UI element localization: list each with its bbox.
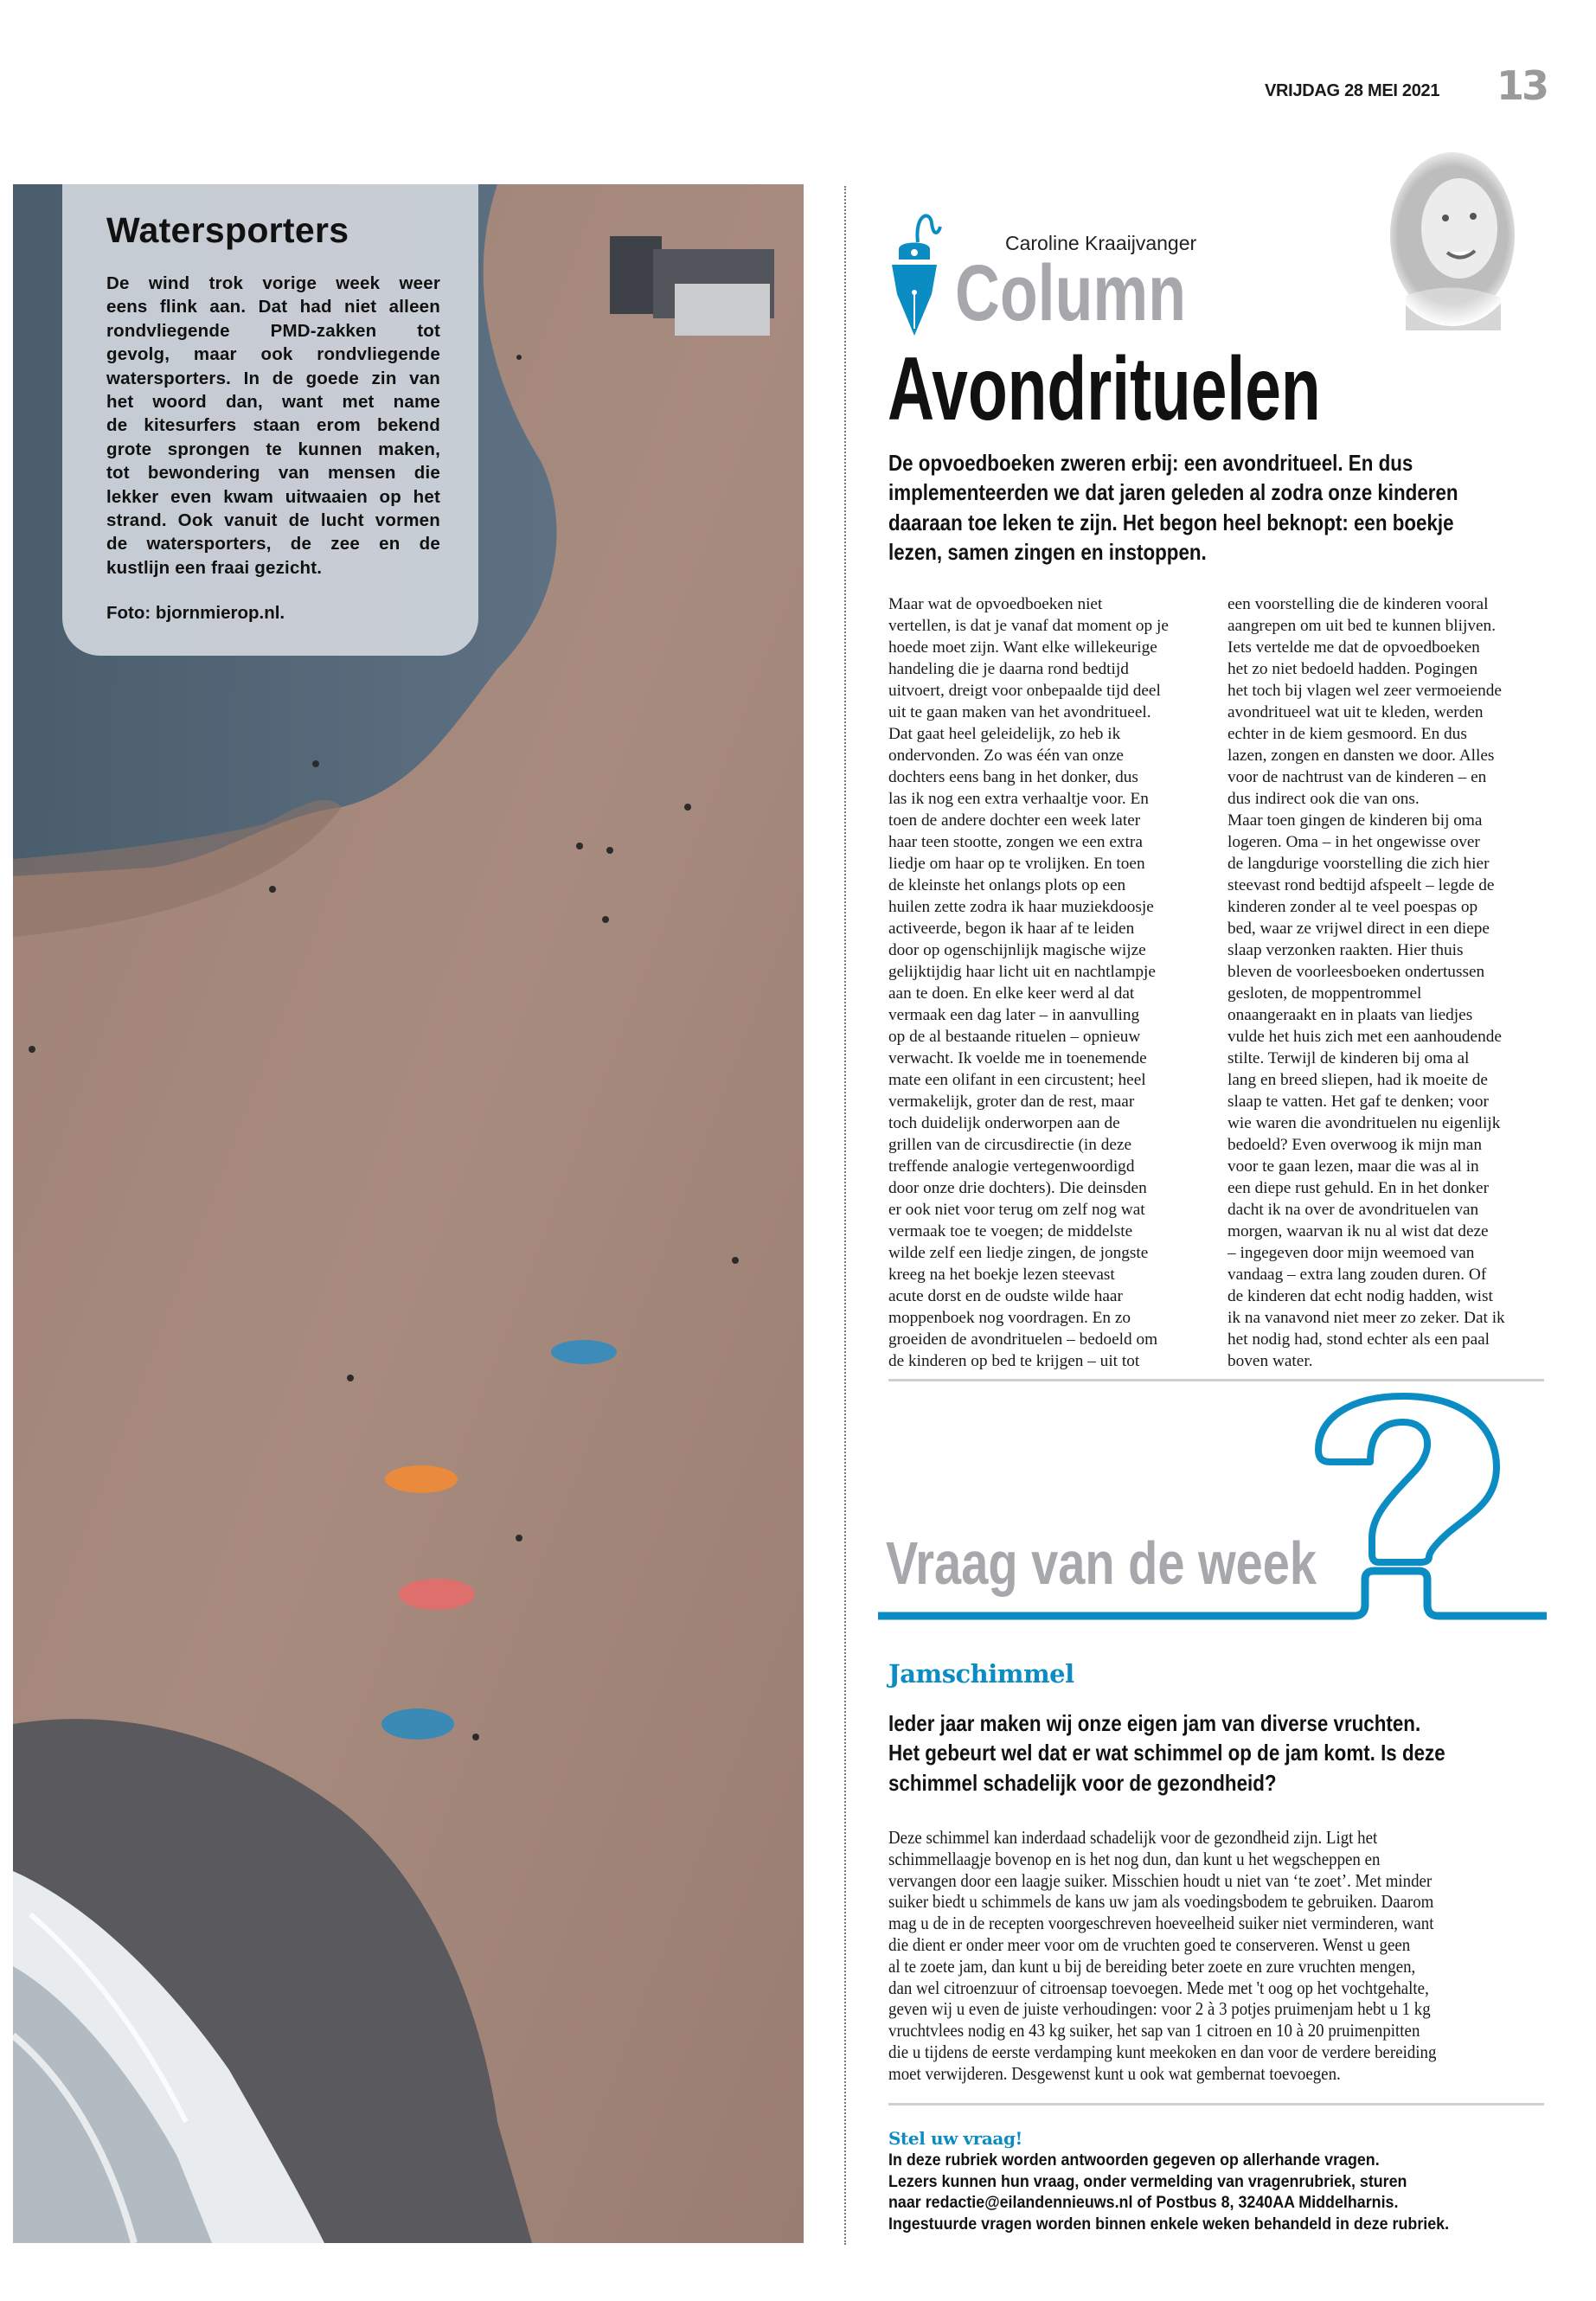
body-line: bedoeld? Even overwoog ik mijn man xyxy=(1227,1136,1482,1154)
lede-line xyxy=(888,448,1551,478)
caption-line: strand. Ook vanuit de lucht vormen xyxy=(106,510,440,530)
caption-line: rondvliegende PMD-zakken tot xyxy=(106,320,440,341)
body-line: vermaak toe te voegen; de middelste xyxy=(888,1222,1133,1240)
question-section-title xyxy=(886,1529,1425,1597)
submit-info-line-text: In deze rubriek worden antwoorden gegeven op allerhande vragen. xyxy=(888,2151,1380,2170)
caption-text xyxy=(106,272,440,580)
body-line: activeerde, begon ik haar af te leiden xyxy=(888,920,1135,938)
body-line: wilde zelf een liedje zingen, de jongste xyxy=(888,1244,1149,1262)
author-portrait xyxy=(1380,149,1525,330)
lede-line-text: De opvoedboeken zweren erbij: een avondritueel. En dus xyxy=(888,450,1413,476)
body-line: kinderen zonder al te veel poespas op xyxy=(1227,898,1478,916)
body-line: vulde het huis zich met een aanhoudende xyxy=(1227,1028,1502,1046)
answer-line xyxy=(888,1998,1497,2020)
submit-info-line-text: Lezers kunnen hun vraag, onder vermelding van vragenrubriek, sturen xyxy=(888,2172,1407,2191)
body-line: vermakelijk, groter dan de rest, maar xyxy=(888,1093,1135,1111)
caption-line: de watersporters, de zee en de xyxy=(106,534,440,554)
body-line: aangrepen om uit bed te kunnen blijven. xyxy=(1227,617,1497,635)
body-line: ik na vanavond niet meer zo zeker. Dat ik xyxy=(1227,1309,1505,1327)
body-line: hoede moet zijn. Want elke willekeurige xyxy=(888,638,1157,657)
answer-line-text: suiker biedt u schimmels de kans uw jam als voedingsbodem te gebruiken. Daarom xyxy=(888,1891,1434,1913)
body-line: onaangeraakt en in plaats van liedjes xyxy=(1227,1006,1473,1024)
body-line: de kleinste het onlangs plots op een xyxy=(888,876,1126,894)
question-line-text: Ieder jaar maken wij onze eigen jam van diverse vruchten. xyxy=(888,1710,1421,1736)
column-label-text: Column xyxy=(955,249,1187,337)
caption-line: De wind trok vorige week weer xyxy=(106,273,440,293)
answer-line xyxy=(888,1913,1497,1934)
photo-caption-box xyxy=(62,184,478,656)
section-rule xyxy=(888,2103,1544,2106)
body-line: morgen, waarvan ik nu al wist dat deze xyxy=(1227,1222,1489,1240)
body-line: Maar toen gingen de kinderen bij oma xyxy=(1227,811,1483,830)
caption-line: grote sprongen te kunnen maken, xyxy=(106,439,440,459)
body-line: grillen van de circusdirectie (in deze xyxy=(888,1136,1132,1154)
body-line: liedje om haar op te vrolijken. En toen xyxy=(888,855,1145,873)
body-line: logeren. Oma – in het ongewisse over xyxy=(1227,833,1480,851)
question-line xyxy=(888,1738,1535,1767)
body-line: Iets vertelde me dat de opvoedboeken xyxy=(1227,638,1480,657)
caption-line: het woord dan, want met name xyxy=(106,391,440,412)
lede-line-text: implementeerden we dat jaren geleden al zodra onze kinderen xyxy=(888,479,1458,506)
body-line: aan te doen. En elke keer werd al dat xyxy=(888,984,1135,1003)
body-line: – ingegeven door mijn weemoed van xyxy=(1227,1244,1475,1262)
body-line: uitvoert, dreigt voor onbepaalde tijd deel xyxy=(888,682,1161,700)
answer-text xyxy=(888,1827,1497,2085)
caption-line: de kitesurfers staan erom bekend xyxy=(106,415,440,436)
body-line: de langdurige voorstelling die zich hier xyxy=(1227,855,1490,873)
body-line: lazen, zongen en dansten we door. Alles xyxy=(1227,747,1495,765)
body-line: ondervonden. Zo was één van onze xyxy=(888,747,1124,765)
issue-date: VRIJDAG 28 MEI 2021 xyxy=(1265,81,1440,100)
body-line: vertellen, is dat je vanaf dat moment op je xyxy=(888,617,1169,635)
caption-line: watersporters. In de goede zin van xyxy=(106,368,440,388)
body-line: Dat gaat heel geleidelijk, zo heb ik xyxy=(888,725,1121,743)
body-line: een diepe rust gehuld. En in het donker xyxy=(1227,1179,1489,1197)
body-line: echter in de kiem gesmoord. En dus xyxy=(1227,725,1467,743)
answer-line xyxy=(888,2063,1497,2085)
body-line: stilte. Terwijl de kinderen bij oma al xyxy=(1227,1049,1470,1067)
answer-line-text: geven wij u even de juiste verhoudingen: voor 2 à 3 potjes pruimenjam hebt u 1 kg xyxy=(888,1998,1431,2020)
answer-line xyxy=(888,1977,1497,1999)
caption-title: Watersporters xyxy=(106,210,349,250)
answer-line-text: vruchtvlees nodig en 43 kg suiker, het sap van 1 citroen en 10 à 20 pruimenpitten xyxy=(888,2020,1420,2041)
body-line: de kinderen dat echt nodig hadden, wist xyxy=(1227,1287,1493,1305)
body-line: er ook niet voor terug om zelf nog wat xyxy=(888,1201,1145,1219)
answer-line-text: mag u de in de recepten voorgeschreven hoeveelheid suiker niet verminderen, want xyxy=(888,1913,1434,1934)
body-line: las ik nog een extra verhaaltje voor. En xyxy=(888,790,1149,808)
submit-question-info xyxy=(888,2150,1484,2235)
body-line: haar teen stootte, zongen we een extra xyxy=(888,833,1143,851)
question-line-text: schimmel schadelijk voor de gezondheid? xyxy=(888,1769,1277,1796)
column-author: Caroline Kraaijvanger xyxy=(1005,232,1197,254)
body-line: de kinderen op bed te krijgen – uit tot xyxy=(888,1352,1140,1370)
body-line: boven water. xyxy=(1227,1352,1313,1370)
answer-line xyxy=(888,1827,1497,1849)
body-line: Maar wat de opvoedboeken niet xyxy=(888,595,1103,613)
submit-info-line-text: naar redactie@eilandennieuws.nl of Postbus 8, 3240AA Middelharnis. xyxy=(888,2194,1399,2212)
body-line: wie waren die avondrituelen nu eigenlijk xyxy=(1227,1114,1501,1132)
caption-line: tot bewondering van mensen die xyxy=(106,463,440,484)
lede-line-text: daaraan toe leken te zijn. Het begon heel beknopt: een boekje xyxy=(888,509,1454,535)
column-lede xyxy=(888,448,1551,567)
caption-line: kustlijn een fraai gezicht. xyxy=(106,557,323,578)
headline-text: Avondrituelen xyxy=(888,339,1321,439)
fountain-pen-mouse-icon xyxy=(887,208,942,337)
answer-line-text: die u tijdens de eerste verdamping kunt meekoken en dan voor de verdere bereiding xyxy=(888,2041,1437,2062)
body-line: kreeg na het boekje lezen steevast xyxy=(888,1266,1115,1284)
body-line: dus indirect ook die van ons. xyxy=(1227,790,1420,808)
body-line: voor te gaan lezen, maar die was al in xyxy=(1227,1157,1479,1176)
answer-line-text: die dient er onder meer voor om de vruchten goed te conserveren. Wenst u geen xyxy=(888,1933,1411,1955)
question-line xyxy=(888,1768,1535,1798)
answer-line-text: Deze schimmel kan inderdaad schadelijk voor de gezondheid zijn. Ligt het xyxy=(888,1827,1378,1848)
body-line: het toch bij vlagen wel zeer vermoeiende xyxy=(1227,682,1502,700)
body-line: handeling die je daarna rond bedtijd xyxy=(888,660,1129,678)
caption-line: gevolg, maar ook rondvliegende xyxy=(106,344,440,365)
body-line: het zo niet bedoeld hadden. Pogingen xyxy=(1227,660,1478,678)
column-body-right xyxy=(1227,593,1549,1372)
body-line: uit te gaan maken van het avondritueel. xyxy=(888,703,1151,721)
body-line: bed, waar ze vrijwel direct in een diepe xyxy=(1227,920,1490,938)
reader-question xyxy=(888,1708,1535,1798)
photo-credit: Foto: bjornmierop.nl. xyxy=(106,603,285,623)
body-line: steevast rond bedtijd afspeelt – legde de xyxy=(1227,876,1495,894)
body-line: lang en breed sliepen, had ik moeite de xyxy=(1227,1071,1488,1089)
caption-line: eens flink aan. Dat had niet alleen xyxy=(106,297,440,317)
body-line: moppenboek nog voordragen. En zo xyxy=(888,1309,1131,1327)
answer-line-text: moet verwijderen. Desgewenst kunt u ook wat gembernat toevoegen. xyxy=(888,2062,1341,2084)
body-line: huilen zette zodra ik haar muziekdoosje xyxy=(888,898,1154,916)
body-line: door op ogenschijnlijk magische wijze xyxy=(888,941,1146,959)
question-line-text: Het gebeurt wel dat er wat schimmel op de jam komt. Is deze xyxy=(888,1740,1445,1766)
body-line: op de al bestaande rituelen – opnieuw xyxy=(888,1028,1141,1046)
answer-line-text: vervangen door een laagje suiker. Misschien houdt u niet van ‘te zoet’. Met minder xyxy=(888,1869,1433,1891)
answer-line xyxy=(888,1934,1497,1956)
answer-line xyxy=(888,1891,1497,1913)
body-line: dochters eens bang in het donker, dus xyxy=(888,768,1138,786)
column-section-label xyxy=(955,249,1251,337)
submit-info-line xyxy=(888,2193,1484,2214)
body-line: slaap verzonken raakten. Hier thuis xyxy=(1227,941,1464,959)
body-line: toen de andere dochter een week later xyxy=(888,811,1141,830)
body-line: slaap te vatten. Het gaf te denken; voor xyxy=(1227,1093,1489,1111)
body-line: het nodig had, stond echter als een paal xyxy=(1227,1330,1490,1349)
page-number: 13 xyxy=(1497,62,1548,109)
answer-line xyxy=(888,2041,1497,2063)
body-line: treffende analogie vertegenwoordigd xyxy=(888,1157,1135,1176)
body-line: mate een olifant in een circustent; heel xyxy=(888,1071,1146,1089)
submit-info-line xyxy=(888,2150,1484,2172)
body-line: vermaak een dag later – in aanvulling xyxy=(888,1006,1140,1024)
body-line: toch duidelijk onderworpen aan de xyxy=(888,1114,1120,1132)
body-line: verwacht. Ik voelde me in toenemende xyxy=(888,1049,1147,1067)
body-line: gesloten, de moppentrommel xyxy=(1227,984,1422,1003)
question-line xyxy=(888,1708,1535,1738)
lede-line-text: lezen, samen zingen en instoppen. xyxy=(888,538,1207,565)
submit-info-line-text: Ingestuurde vragen worden binnen enkele weken behandeld in deze rubriek. xyxy=(888,2214,1450,2234)
body-line: acute dorst en de oudste wilde haar xyxy=(888,1287,1123,1305)
lede-line xyxy=(888,508,1551,537)
section-rule xyxy=(888,1379,1544,1381)
submit-question-heading: Stel uw vraag! xyxy=(888,2128,1022,2149)
caption-line: lekker even kwam uitwaaien op het xyxy=(106,486,440,507)
column-body-left xyxy=(888,593,1210,1372)
body-line: een voorstelling die de kinderen vooral xyxy=(1227,595,1489,613)
body-line: door onze drie dochters). Die deinsden xyxy=(888,1179,1147,1197)
lede-line xyxy=(888,478,1551,507)
answer-line xyxy=(888,1870,1497,1892)
column-headline xyxy=(888,339,1489,439)
answer-line xyxy=(888,1956,1497,1977)
body-line: voor de nachtrust van de kinderen – en xyxy=(1227,768,1487,786)
body-line: groeiden de avondrituelen – bedoeld om xyxy=(888,1330,1158,1349)
answer-line xyxy=(888,2020,1497,2041)
answer-line-text: schimmellaagje bovenop en is het nog dun, dan kunt u het wegscheppen en xyxy=(888,1848,1381,1869)
body-line: avondritueel wat uit te kleden, werden xyxy=(1227,703,1484,721)
answer-line-text: dan wel citroenzuur of citroensap toevoegen. Mede met 't oog op het vochtgehalte, xyxy=(888,1977,1429,1998)
body-line: dacht ik na over de avondrituelen van xyxy=(1227,1201,1479,1219)
body-line: vandaag – extra lang zouden duren. Of xyxy=(1227,1266,1487,1284)
answer-line xyxy=(888,1849,1497,1870)
submit-info-line xyxy=(888,2214,1484,2236)
submit-info-line xyxy=(888,2172,1484,2194)
answer-line-text: al te zoete jam, dan kunt u bij de bereiding beter zoete en zure vruchten mengen, xyxy=(888,1955,1416,1977)
body-line: bleven de voorleesboeken ondertussen xyxy=(1227,963,1485,981)
column-divider xyxy=(844,186,846,2245)
lede-line xyxy=(888,537,1551,567)
body-line: gelijktijdig haar licht uit en nachtlampje xyxy=(888,963,1156,981)
question-heading: Jamschimmel xyxy=(888,1659,1074,1689)
vraag-title-text: Vraag van de week xyxy=(886,1529,1317,1597)
